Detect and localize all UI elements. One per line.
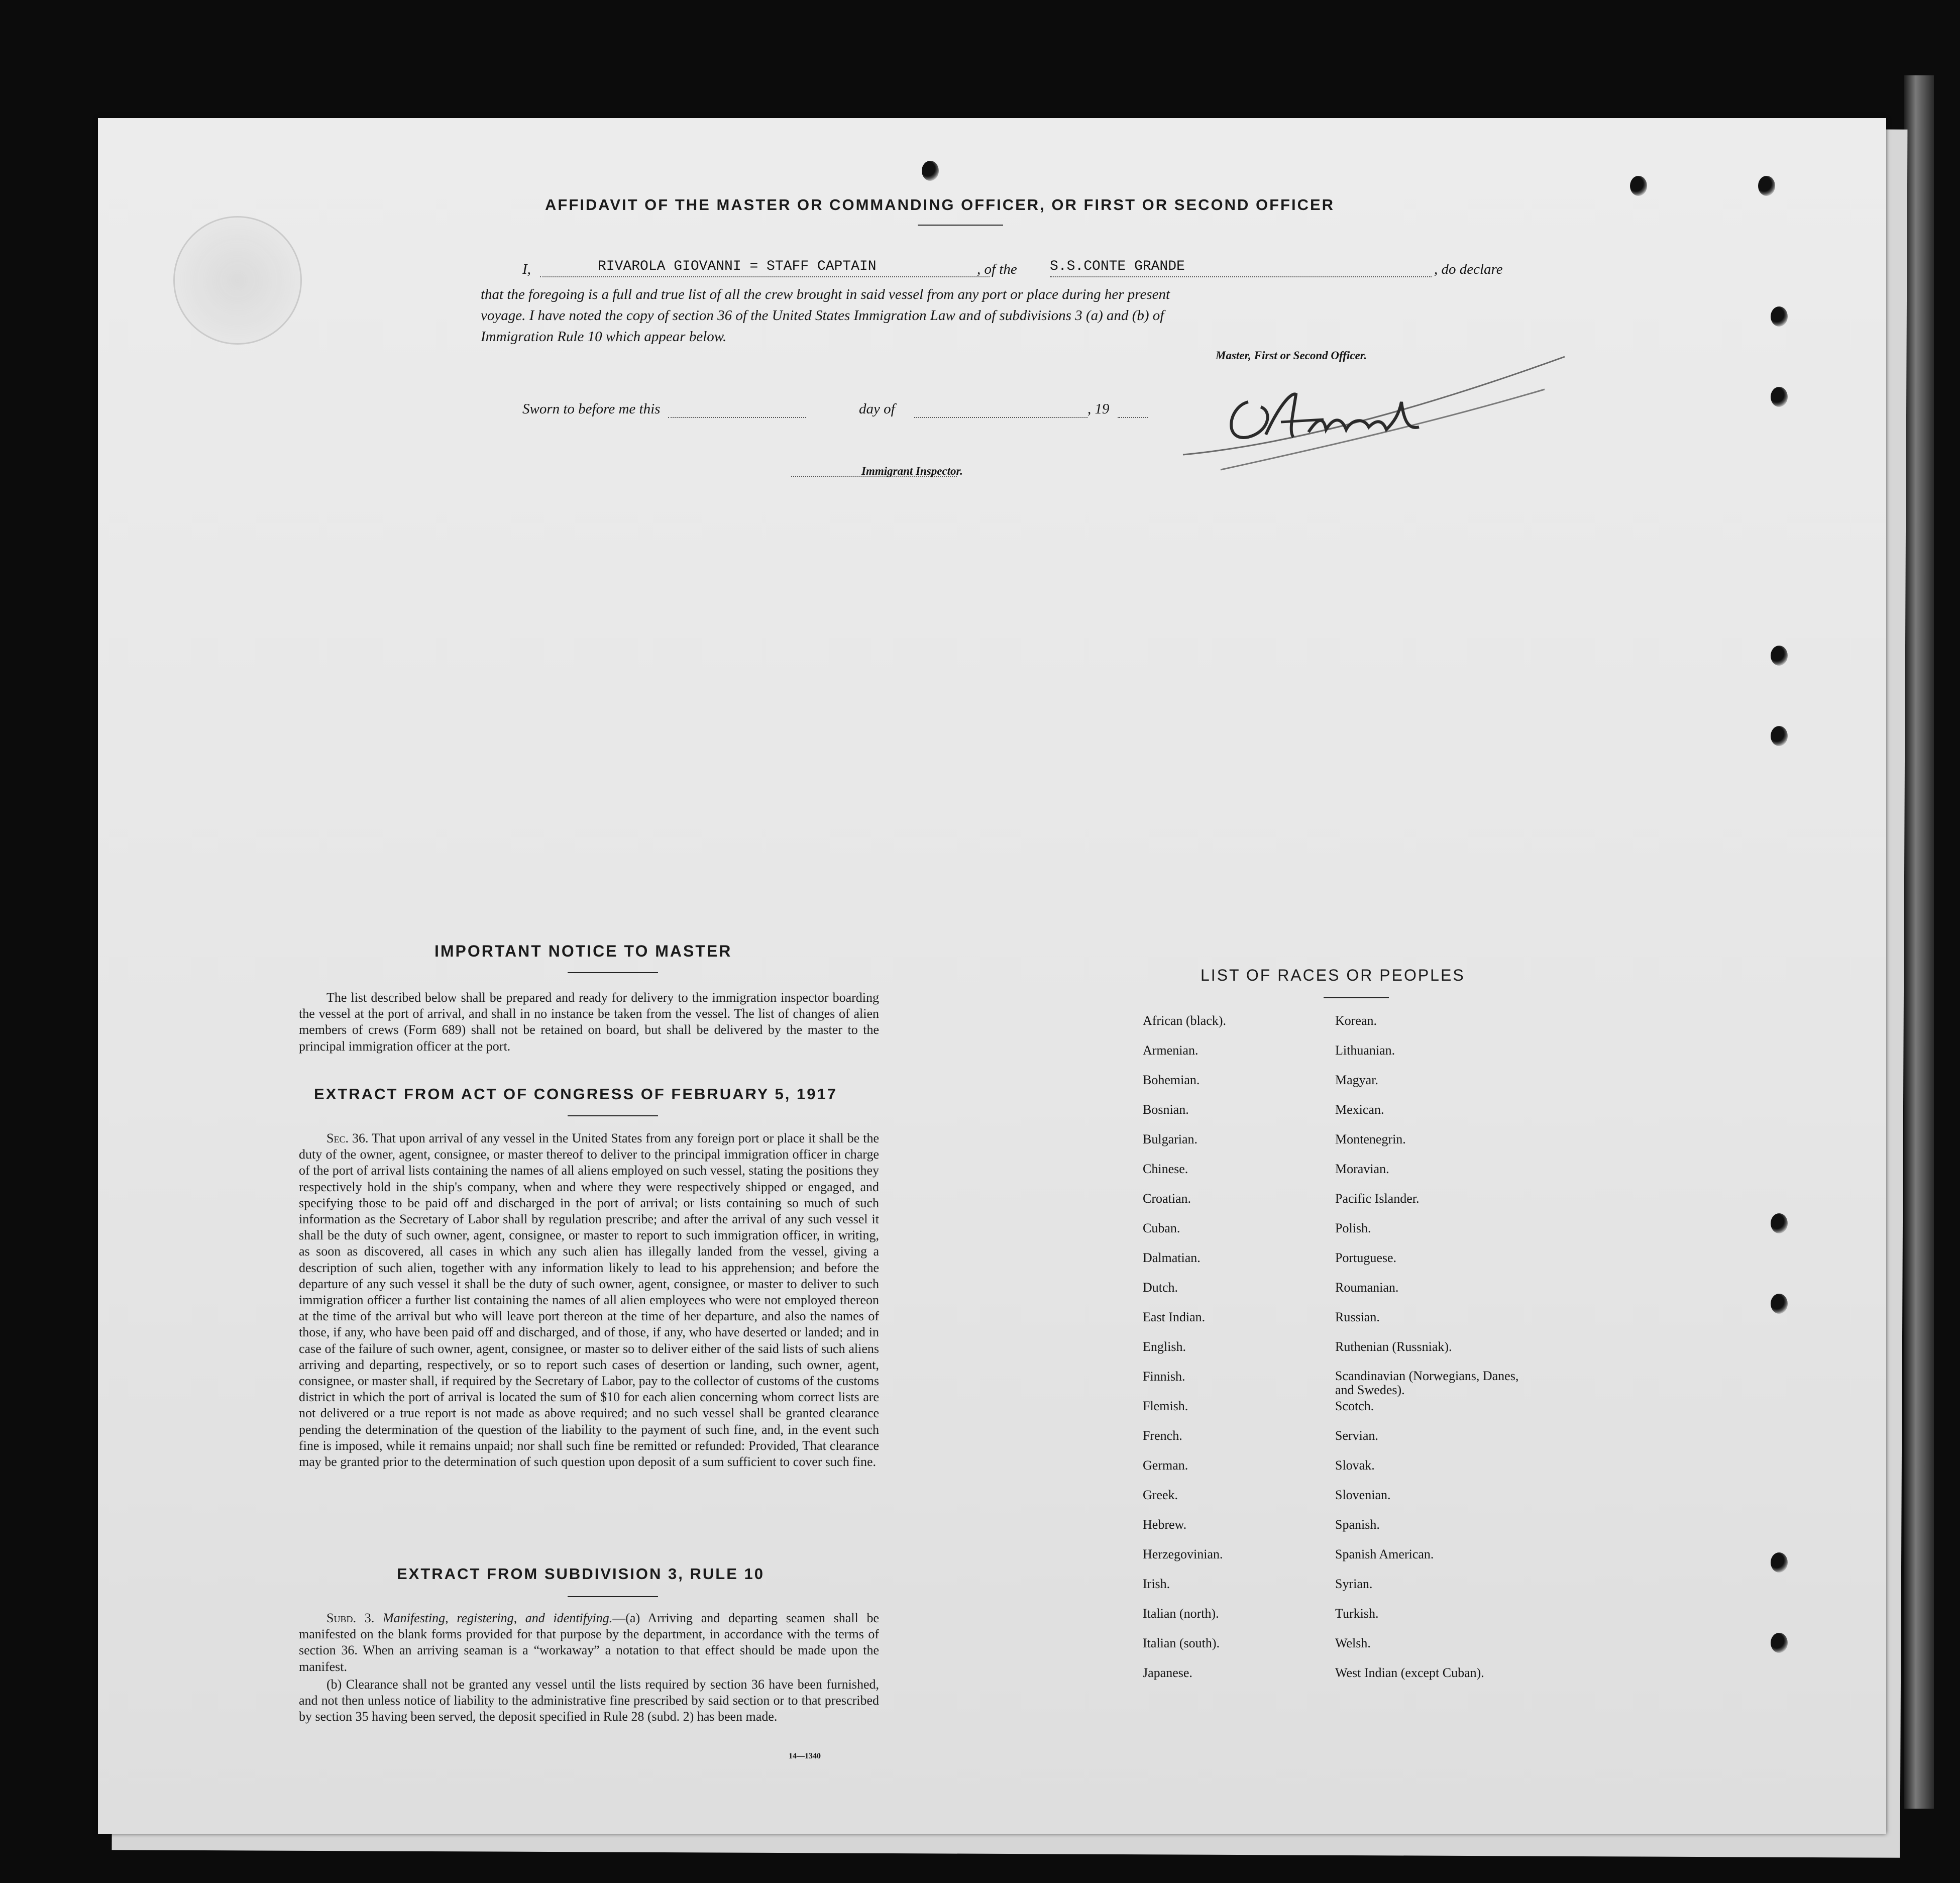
race-left: Bohemian. (1143, 1073, 1200, 1087)
master-caption: Master, First or Second Officer. (1216, 349, 1367, 362)
rule-subd-heading: Manifesting, registering, and identifying. (382, 1611, 613, 1625)
act-extract-text (299, 1130, 879, 1470)
race-row (1143, 1339, 1645, 1369)
title-underline (918, 225, 1003, 226)
race-row (1143, 1577, 1645, 1606)
rule-title-underline (568, 1596, 658, 1597)
race-right: Lithuanian. (1335, 1043, 1395, 1058)
rule-extract-text-a (299, 1610, 879, 1675)
race-right: Syrian. (1335, 1577, 1373, 1591)
race-right: Roumanian. (1335, 1280, 1399, 1295)
race-right: Turkish. (1335, 1606, 1379, 1621)
race-left: Herzegovinian. (1143, 1547, 1223, 1561)
race-right: Russian. (1335, 1310, 1380, 1324)
master-signature (1173, 347, 1585, 477)
punch-hole (1771, 306, 1788, 327)
rule-extract-text-b: (b) Clearance shall not be granted any vessel until the lists required by section 36 have been furnished, and not then unless notice of liability to the administrative fine prescribed by said section or to that prescribed by section 35 having been served, the deposit specified in Rule 28 (subd. 2) has been made. (299, 1677, 879, 1724)
race-left: Cuban. (1143, 1221, 1180, 1235)
punch-hole (1771, 1294, 1788, 1314)
inspector-caption: Immigrant Inspector. (861, 465, 963, 477)
punch-hole (1771, 646, 1788, 666)
punch-hole (1758, 176, 1775, 196)
notice-title-underline (568, 972, 658, 973)
race-right: Mexican. (1335, 1102, 1384, 1117)
race-right: Spanish American. (1335, 1547, 1434, 1561)
race-row (1143, 1665, 1645, 1695)
race-right: Montenegrin. (1335, 1132, 1406, 1146)
affidavit-line-4: Immigration Rule 10 which appear below. (481, 329, 727, 345)
race-row (1143, 1606, 1645, 1636)
affidavit-title: AFFIDAVIT OF THE MASTER OR COMMANDING OFFICER, OR FIRST OR SECOND OFFICER (545, 196, 1335, 214)
race-left: Japanese. (1143, 1665, 1192, 1680)
punch-hole (1771, 1633, 1788, 1653)
day-of-text: day of (859, 401, 895, 417)
punch-hole (922, 161, 939, 181)
races-list (1143, 1013, 1645, 1695)
race-right: Magyar. (1335, 1073, 1378, 1087)
vessel-name: S.S.CONTE GRANDE (1050, 259, 1185, 274)
race-left: Dutch. (1143, 1280, 1178, 1295)
vessel-name-line (1050, 276, 1432, 277)
race-right: Moravian. (1335, 1162, 1389, 1176)
affidavit-line-2: that the foregoing is a full and true list of all the crew brought in said vessel from any port or place during her present (481, 286, 1170, 302)
act-section-label: Sec. 36. (326, 1131, 369, 1145)
races-title-underline (1324, 997, 1389, 998)
document-page (98, 118, 1886, 1834)
race-row (1143, 1250, 1645, 1280)
race-right: Scandinavian (Norwegians, Danes, and Swedes). (1335, 1369, 1519, 1397)
race-left: Chinese. (1143, 1162, 1188, 1176)
punch-hole (1630, 176, 1647, 196)
officer-name-line (540, 276, 990, 277)
race-right: Welsh. (1335, 1636, 1371, 1650)
race-row (1143, 1428, 1645, 1458)
races-title: LIST OF RACES OR PEOPLES (1201, 966, 1465, 984)
faint-seal-mark (173, 216, 302, 345)
race-row (1143, 1280, 1645, 1310)
race-right: Slovenian. (1335, 1488, 1391, 1502)
race-right: Slovak. (1335, 1458, 1375, 1473)
race-left: Bosnian. (1143, 1102, 1189, 1117)
sworn-month-line (914, 417, 1087, 418)
race-row (1143, 1043, 1645, 1073)
year-prefix: , 19 (1087, 401, 1110, 417)
race-row (1143, 1162, 1645, 1191)
race-left: Croatian. (1143, 1191, 1191, 1206)
race-right: Scotch. (1335, 1399, 1374, 1413)
race-row (1143, 1221, 1645, 1250)
race-left: Irish. (1143, 1577, 1170, 1591)
punch-hole (1771, 1552, 1788, 1573)
race-row (1143, 1636, 1645, 1665)
act-title-underline (568, 1115, 658, 1116)
sworn-year-line (1118, 417, 1148, 418)
race-left: English. (1143, 1339, 1186, 1354)
punch-hole (1771, 387, 1788, 407)
race-right: Servian. (1335, 1428, 1378, 1443)
act-extract-title: EXTRACT FROM ACT OF CONGRESS OF FEBRUARY 5, 1917 (314, 1085, 837, 1103)
race-right: Portuguese. (1335, 1250, 1397, 1265)
of-the-text: , of the (977, 261, 1017, 277)
race-row (1143, 1369, 1645, 1399)
race-row (1143, 1132, 1645, 1162)
race-right: West Indian (except Cuban). (1335, 1665, 1484, 1680)
race-left: African (black). (1143, 1013, 1227, 1028)
race-left: Dalmatian. (1143, 1250, 1201, 1265)
rule-extract-title: EXTRACT FROM SUBDIVISION 3, RULE 10 (397, 1565, 765, 1583)
rule-subd-a: —(a) Arriving and departing seamen shall be manifested on the blank forms provided for that purpose by the department, in accordance with the terms of section 36. When an arriving seaman is a “workaway” a notation to that effect should be made upon the manifest. (299, 1611, 880, 1674)
race-right: Spanish. (1335, 1517, 1380, 1532)
race-left: French. (1143, 1428, 1182, 1443)
race-left: Finnish. (1143, 1369, 1185, 1384)
affidavit-line-3: voyage. I have noted the copy of section 36 of the United States Immigration Law and of subdivisions 3 (a) and (b) of (481, 307, 1164, 324)
race-left: Hebrew. (1143, 1517, 1187, 1532)
sworn-day-line (668, 417, 806, 418)
scanner-frame-edge (1904, 75, 1934, 1809)
race-left: Flemish. (1143, 1399, 1188, 1413)
notice-text: The list described below shall be prepared and ready for delivery to the immigration inspector boarding the vessel at the port of arrival, and shall in no instance be taken from the vessel. The list of changes of alien members of crews (Form 689) shall not be retained on board, but shall be delivered by the master to the principal immigration officer at the port. (299, 990, 879, 1054)
affidavit-prefix: I, (522, 261, 531, 277)
race-row (1143, 1310, 1645, 1339)
act-section-body: That upon arrival of any vessel in the United States from any foreign port or place it shall be the duty of the owner, agent, consignee, or master thereof to deliver to the principal immigration officer in charge of the port of arrival lists containing the names of all aliens employed on such vessel, stating the positions they respectively hold in the ship's company, when and where they were respectively shipped or engaged, and specifying those to be paid off and discharged in the port of arrival; or lists containing so much of such information as the Secretary of Labor shall by regulation prescribe; and after the arrival of any such vessel it shall be the duty of such owner, agent, consignee, or master to report to such immigration officer, in writing, as soon as discovered, all cases in which any such alien has illegally landed from the vessel, giving a description of such alien, together with any information likely to lead to his apprehension; and before the departure of any such vessel it shall be the duty of such owner, agent, consignee, or master to deliver to such immigration officer a further list containing the names of all alien employees who were not employed thereon at the time of the arrival but who will leave port thereon at the time of her departure, and also the names of those, if any, who have been paid off and discharged, and of those, if any, who have deserted or landed; and in case of the failure of such owner, agent, consignee, or master so to deliver either of the said lists of such aliens arriving and departing, respectively, or so to report such cases of desertion or landing, such owner, agent, consignee, or master shall, if required by the Secretary of Labor, pay to the collector of customs of the customs district in which the port of arrival is located the sum of $10 for each alien concerning whom correct lists are not delivered or a true report is not made as above required; and no such vessel shall be granted clearance pending the determination of the question of the liability to the payment of such fine, and, in the event such fine is imposed, while it remains unpaid; nor shall such fine be remitted or refunded: Provided, That clearance may be granted prior to the determination of such question upon deposit of a sum sufficient to cover such fine. (299, 1131, 880, 1470)
race-left: Italian (south). (1143, 1636, 1220, 1650)
race-left: Italian (north). (1143, 1606, 1219, 1621)
race-left: East Indian. (1143, 1310, 1206, 1324)
notice-title: IMPORTANT NOTICE TO MASTER (434, 942, 732, 960)
race-left: Armenian. (1143, 1043, 1199, 1058)
race-row (1143, 1488, 1645, 1517)
sworn-text: Sworn to before me this (522, 401, 661, 417)
race-left: Greek. (1143, 1488, 1178, 1502)
rule-subd-label: Subd. 3. (326, 1611, 375, 1625)
punch-hole (1771, 726, 1788, 746)
race-row (1143, 1517, 1645, 1547)
race-row (1143, 1191, 1645, 1221)
punch-hole (1771, 1213, 1788, 1233)
officer-name: RIVAROLA GIOVANNI = STAFF CAPTAIN (598, 259, 877, 274)
race-right: Pacific Islander. (1335, 1191, 1420, 1206)
race-row (1143, 1073, 1645, 1102)
race-row (1143, 1399, 1645, 1428)
race-row (1143, 1102, 1645, 1132)
race-left: German. (1143, 1458, 1188, 1473)
form-number: 14—1340 (789, 1752, 821, 1760)
race-left: Bulgarian. (1143, 1132, 1198, 1146)
race-row (1143, 1013, 1645, 1043)
race-right: Korean. (1335, 1013, 1377, 1028)
race-right: Ruthenian (Russniak). (1335, 1339, 1452, 1354)
race-row (1143, 1547, 1645, 1577)
do-declare-text: , do declare (1434, 261, 1503, 277)
race-row (1143, 1458, 1645, 1488)
race-right: Polish. (1335, 1221, 1371, 1235)
